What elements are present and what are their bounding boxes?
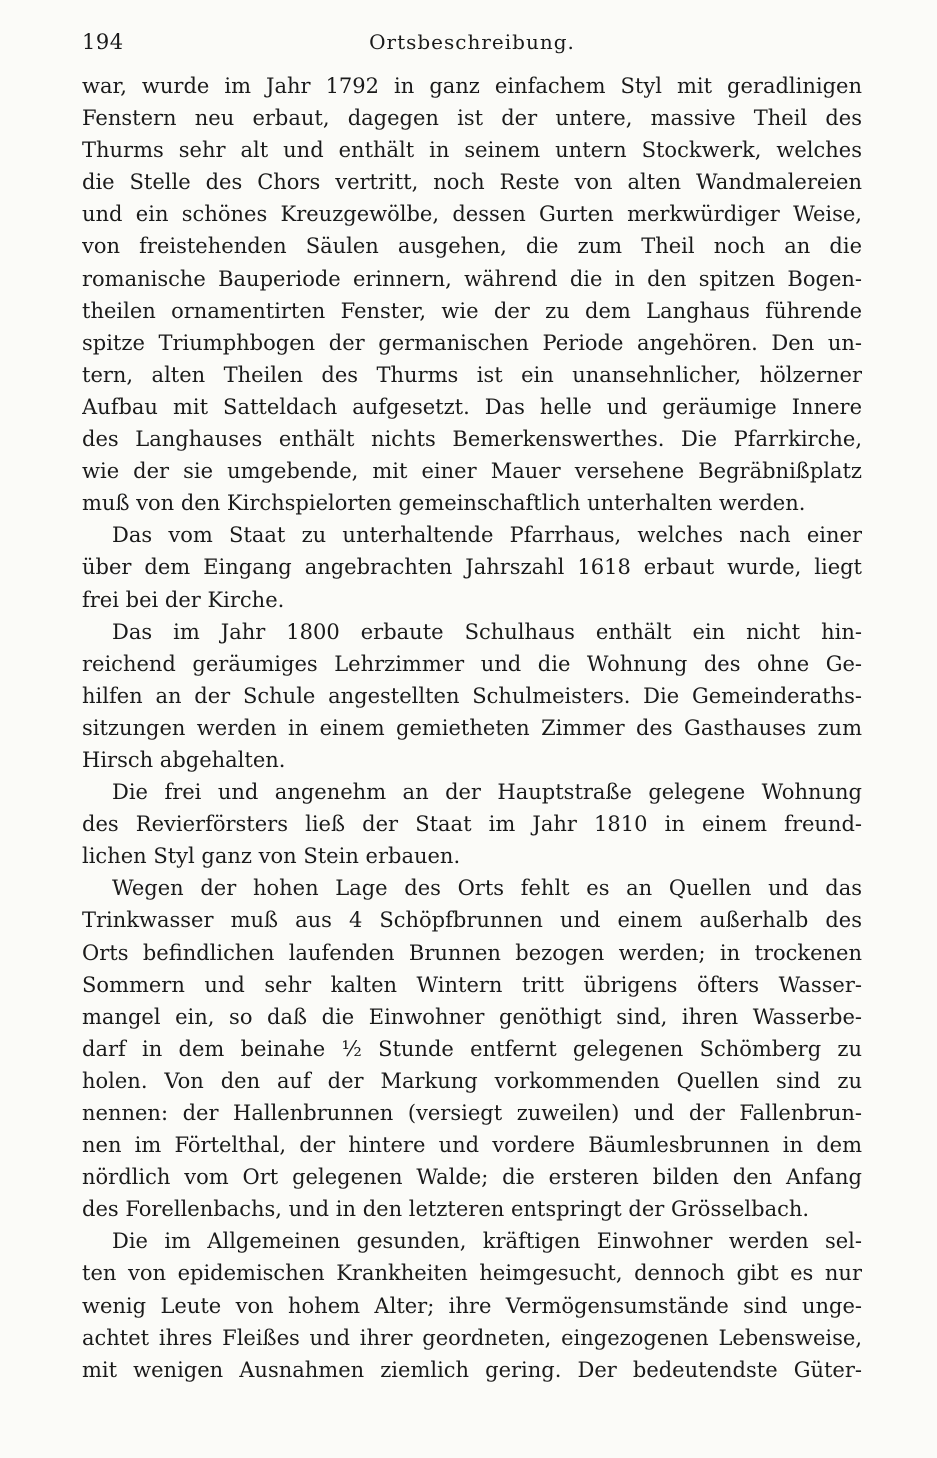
text-line: darf in dem beinahe ½ Stunde entfernt gelegenen Schömberg zu (82, 1036, 862, 1061)
text-line: Die im Allgemeinen gesunden, kräftigen Einwohner werden sel- (112, 1229, 862, 1254)
text-line: wenig Leute von hohem Alter; ihre Vermögensumstände sind unge- (82, 1293, 862, 1318)
text-line: achtet ihres Fleißes und ihrer geordneten, eingezogenen Lebensweise, (82, 1325, 862, 1350)
text-line: mangel ein, so daß die Einwohner genöthigt sind, ihren Wasserbe- (82, 1004, 862, 1029)
text-line: nen im Förtelthal, der hintere und vordere Bäumlesbrunnen in dem (82, 1133, 862, 1158)
text-line: lichen Styl ganz von Stein erbauen. (82, 844, 461, 869)
text-line: Orts befindlichen laufenden Brunnen bezogen werden; in trockenen (82, 940, 862, 965)
text-line: tern, alten Theilen des Thurms ist ein unansehnlicher, hölzerner (82, 362, 862, 387)
text-line: sitzungen werden in einem gemietheten Zimmer des Gasthauses zum (82, 715, 862, 740)
text-line: holen. Von den auf der Markung vorkommenden Quellen sind zu (82, 1068, 862, 1093)
text-line: mit wenigen Ausnahmen ziemlich gering. Der bedeutendste Güter- (82, 1357, 862, 1382)
text-line: reichend geräumiges Lehrzimmer und die Wohnung des ohne Ge- (82, 651, 862, 676)
text-line: Das vom Staat zu unterhaltende Pfarrhaus, welches nach einer (112, 523, 862, 548)
text-line: wie der sie umgebende, mit einer Mauer versehene Begräbnißplatz (82, 459, 862, 484)
page (82, 22, 862, 1386)
body-text (82, 70, 862, 1386)
text-line: nördlich vom Ort gelegenen Walde; die ersteren bilden den Anfang (82, 1165, 862, 1190)
text-line: war, wurde im Jahr 1792 in ganz einfachem Styl mit geradlinigen (82, 74, 862, 98)
text-line: von freistehenden Säulen ausgehen, die zum Theil noch an die (82, 234, 862, 259)
text-line: Sommern und sehr kalten Wintern tritt übrigens öfters Wasser- (82, 972, 862, 997)
text-line: ten von epidemischen Krankheiten heimgesucht, dennoch gibt es nur (82, 1261, 862, 1286)
text-line: und ein schönes Kreuzgewölbe, dessen Gurten merkwürdiger Weise, (82, 202, 862, 227)
text-line: des Langhauses enthält nichts Bemerkenswerthes. Die Pfarrkirche, (82, 427, 862, 452)
text-line: Das im Jahr 1800 erbaute Schulhaus enthält ein nicht hin- (112, 619, 862, 644)
text-line: spitze Triumphbogen der germanischen Periode angehören. Den un- (82, 330, 862, 355)
page-number: 194 (82, 30, 124, 54)
running-head: Ortsbeschreibung. (369, 30, 575, 54)
text-line: muß von den Kirchspielorten gemeinschaftlich unterhalten werden. (82, 491, 806, 516)
text-line: des Forellenbachs, und in den letzteren entspringt der Grösselbach. (82, 1197, 810, 1222)
text-line: hilfen an der Schule angestellten Schulmeisters. Die Gemeinderaths- (82, 683, 862, 708)
text-line: die Stelle des Chors vertritt, noch Reste von alten Wandmalereien (82, 170, 862, 195)
text-line: nennen: der Hallenbrunnen (versiegt zuweilen) und der Fallenbrun- (82, 1101, 862, 1125)
text-line: Die frei und angenehm an der Hauptstraße gelegene Wohnung (112, 780, 862, 805)
text-line: über dem Eingang angebrachten Jahrszahl 1618 erbaut wurde, liegt (82, 555, 862, 580)
text-line: Wegen der hohen Lage des Orts fehlt es an Quellen und das (112, 876, 862, 901)
text-line: Thurms sehr alt und enthält in seinem untern Stockwerk, welches (82, 138, 862, 163)
text-line: romanische Bauperiode erinnern, während die in den spitzen Bogen- (82, 266, 862, 291)
page-header (82, 22, 862, 70)
text-line: theilen ornamentirten Fenster, wie der zu dem Langhaus führende (82, 298, 862, 323)
text-line: Hirsch abgehalten. (82, 747, 286, 772)
text-line: frei bei der Kirche. (82, 587, 285, 612)
text-line: Fenstern neu erbaut, dagegen ist der untere, massive Theil des (82, 106, 862, 131)
text-line: Aufbau mit Satteldach aufgesetzt. Das helle und geräumige Innere (82, 394, 862, 419)
text-line: Trinkwasser muß aus 4 Schöpfbrunnen und einem außerhalb des (82, 908, 862, 933)
text-line: des Revierförsters ließ der Staat im Jahr 1810 in einem freund- (82, 812, 862, 837)
